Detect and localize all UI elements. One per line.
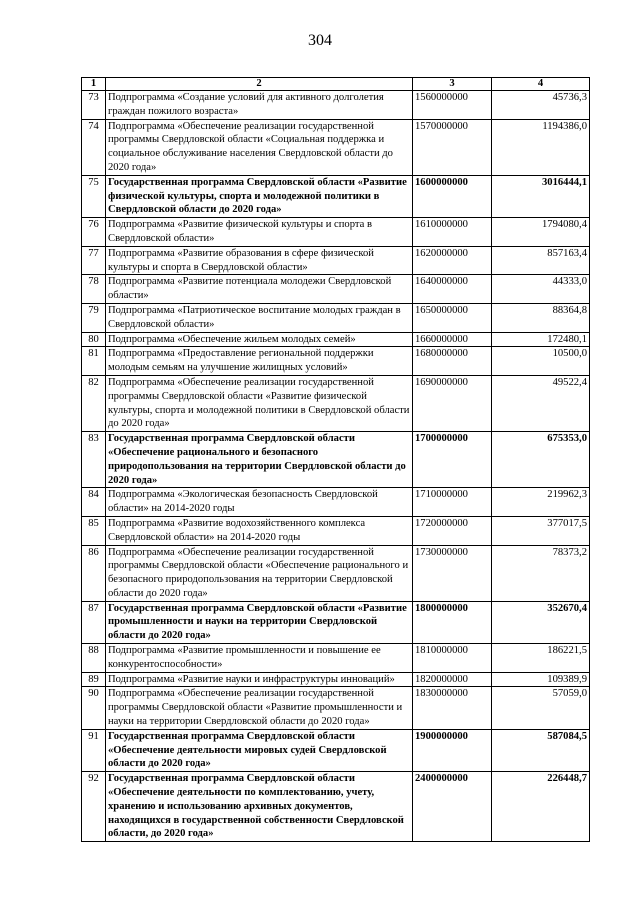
row-amount: 49522,4 (492, 375, 590, 431)
row-amount: 57059,0 (492, 687, 590, 729)
row-name: Подпрограмма «Предоставление региональной поддержки молодым семьям на улучшение жилищных условий» (106, 347, 413, 376)
table-row (82, 375, 590, 431)
column-header-4: 4 (492, 78, 590, 91)
row-number: 79 (82, 303, 106, 332)
row-code: 1610000000 (413, 218, 492, 247)
row-code: 1620000000 (413, 246, 492, 275)
row-name: Подпрограмма «Развитие образования в сфере физической культуры и спорта в Свердловской области» (106, 246, 413, 275)
row-amount: 186221,5 (492, 644, 590, 673)
row-amount: 109389,9 (492, 672, 590, 687)
row-number: 75 (82, 175, 106, 217)
row-amount: 675353,0 (492, 432, 590, 488)
row-code: 1560000000 (413, 91, 492, 120)
row-name: Государственная программа Свердловской области «Обеспечение деятельности по комплектованию, учету, хранению и использованию архивных документов, находящихся в государственной собственности Свердловской области, до 2020 года» (106, 772, 413, 842)
row-number: 83 (82, 432, 106, 488)
column-header-3: 3 (413, 78, 492, 91)
table-row (82, 432, 590, 488)
row-code: 1810000000 (413, 644, 492, 673)
table-row (82, 246, 590, 275)
row-code: 1820000000 (413, 672, 492, 687)
row-amount: 78373,2 (492, 545, 590, 601)
row-code: 1900000000 (413, 729, 492, 771)
table-body (82, 91, 590, 842)
row-name: Подпрограмма «Развитие водохозяйственного комплекса Свердловской области» на 2014-2020 годы (106, 516, 413, 545)
row-number: 90 (82, 687, 106, 729)
table-row (82, 91, 590, 120)
row-number: 87 (82, 601, 106, 643)
row-number: 88 (82, 644, 106, 673)
row-name: Подпрограмма «Патриотическое воспитание молодых граждан в Свердловской области» (106, 303, 413, 332)
table-row (82, 175, 590, 217)
row-amount: 10500,0 (492, 347, 590, 376)
row-name: Подпрограмма «Развитие потенциала молодежи Свердловской области» (106, 275, 413, 304)
row-amount: 219962,3 (492, 488, 590, 517)
row-name: Подпрограмма «Развитие науки и инфраструктуры инноваций» (106, 672, 413, 687)
row-amount: 226448,7 (492, 772, 590, 842)
row-name: Государственная программа Свердловской области «Развитие промышленности и науки на территории Свердловской области до 2020 года» (106, 601, 413, 643)
row-code: 1570000000 (413, 119, 492, 175)
row-code: 1600000000 (413, 175, 492, 217)
row-number: 77 (82, 246, 106, 275)
row-amount: 587084,5 (492, 729, 590, 771)
table-row (82, 687, 590, 729)
row-name: Государственная программа Свердловской области «Обеспечение деятельности мировых судей Свердловской области до 2020 года» (106, 729, 413, 771)
row-name: Подпрограмма «Обеспечение жильем молодых семей» (106, 332, 413, 347)
row-number: 82 (82, 375, 106, 431)
table-row (82, 488, 590, 517)
row-code: 1660000000 (413, 332, 492, 347)
row-number: 80 (82, 332, 106, 347)
row-code: 1730000000 (413, 545, 492, 601)
table-row (82, 119, 590, 175)
row-code: 1710000000 (413, 488, 492, 517)
column-header-2: 2 (106, 78, 413, 91)
table-row (82, 347, 590, 376)
row-number: 89 (82, 672, 106, 687)
row-name: Подпрограмма «Развитие промышленности и повышение ее конкурентоспособности» (106, 644, 413, 673)
row-name: Подпрограмма «Обеспечение реализации государственной программы Свердловской области «Развитие физической культуры, спорта и молодежной политики в Свердловской области до 2020 года» (106, 375, 413, 431)
row-amount: 172480,1 (492, 332, 590, 347)
table-row (82, 672, 590, 687)
row-code: 1680000000 (413, 347, 492, 376)
row-number: 76 (82, 218, 106, 247)
row-amount: 377017,5 (492, 516, 590, 545)
row-name: Подпрограмма «Обеспечение реализации государственной программы Свердловской области «Обеспечение рационального и безопасного природопользования на территории Свердловской области до 2020 года» (106, 545, 413, 601)
row-number: 92 (82, 772, 106, 842)
row-name: Государственная программа Свердловской области «Развитие физической культуры, спорта и молодежной политики в Свердловской области до 2020 года» (106, 175, 413, 217)
row-amount: 45736,3 (492, 91, 590, 120)
page-number: 304 (308, 32, 332, 49)
table-header-row (82, 78, 590, 91)
row-code: 1700000000 (413, 432, 492, 488)
row-amount: 352670,4 (492, 601, 590, 643)
table-row (82, 275, 590, 304)
row-code: 1650000000 (413, 303, 492, 332)
row-code: 1830000000 (413, 687, 492, 729)
row-code: 1690000000 (413, 375, 492, 431)
row-code: 2400000000 (413, 772, 492, 842)
row-number: 86 (82, 545, 106, 601)
row-number: 91 (82, 729, 106, 771)
row-amount: 3016444,1 (492, 175, 590, 217)
table-row (82, 303, 590, 332)
row-name: Подпрограмма «Развитие физической культуры и спорта в Свердловской области» (106, 218, 413, 247)
budget-table (81, 77, 590, 842)
table-row (82, 644, 590, 673)
row-amount: 88364,8 (492, 303, 590, 332)
row-amount: 1194386,0 (492, 119, 590, 175)
row-number: 81 (82, 347, 106, 376)
row-code: 1800000000 (413, 601, 492, 643)
row-amount: 1794080,4 (492, 218, 590, 247)
table-row (82, 729, 590, 771)
row-number: 85 (82, 516, 106, 545)
table-row (82, 218, 590, 247)
table-row (82, 545, 590, 601)
row-code: 1720000000 (413, 516, 492, 545)
row-number: 84 (82, 488, 106, 517)
row-code: 1640000000 (413, 275, 492, 304)
table-row (82, 772, 590, 842)
column-header-1: 1 (82, 78, 106, 91)
row-number: 74 (82, 119, 106, 175)
table-row (82, 516, 590, 545)
row-amount: 857163,4 (492, 246, 590, 275)
row-name: Государственная программа Свердловской области «Обеспечение рационального и безопасного природопользования на территории Свердловской области до 2020 года» (106, 432, 413, 488)
row-name: Подпрограмма «Обеспечение реализации государственной программы Свердловской области «Социальная поддержка и социальное обслуживание населения Свердловской области до 2020 года» (106, 119, 413, 175)
table-row (82, 601, 590, 643)
row-number: 73 (82, 91, 106, 120)
row-name: Подпрограмма «Экологическая безопасность Свердловской области» на 2014-2020 годы (106, 488, 413, 517)
row-name: Подпрограмма «Обеспечение реализации государственной программы Свердловской области «Развитие промышленности и науки на территории Свердловской области до 2020 года» (106, 687, 413, 729)
row-amount: 44333,0 (492, 275, 590, 304)
table-row (82, 332, 590, 347)
row-name: Подпрограмма «Создание условий для активного долголетия граждан пожилого возраста» (106, 91, 413, 120)
row-number: 78 (82, 275, 106, 304)
